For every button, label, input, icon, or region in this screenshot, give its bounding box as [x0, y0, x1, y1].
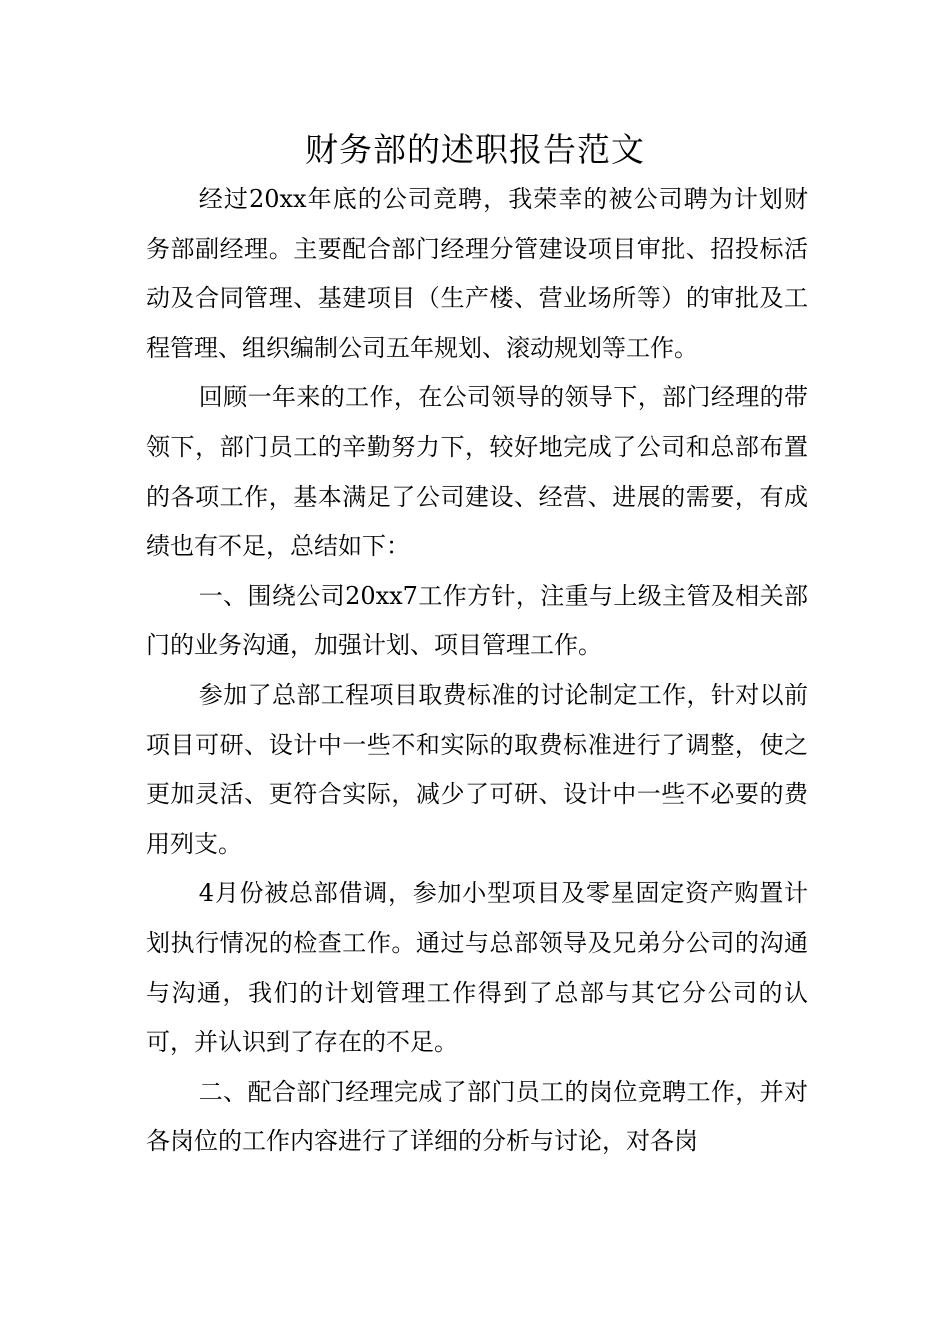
document-body	[146, 175, 808, 1167]
paragraph: 经过20xx年底的公司竞聘，我荣幸的被公司聘为计划财务部副经理。主要配合部门经理分管建设项目审批、招投标活动及合同管理、基建项目（生产楼、营业场所等）的审批及工程管理、组织编制公司五年规划、滚动规划等工作。	[146, 185, 808, 362]
paragraph: 二、配合部门经理完成了部门员工的岗位竞聘工作，并对各岗位的工作内容进行了详细的分析与讨论，对各岗	[146, 1077, 808, 1156]
paragraph: 回顾一年来的工作，在公司领导的领导下，部门经理的带领下，部门员工的辛勤努力下，较好地完成了公司和总部布置的各项工作，基本满足了公司建设、经营、进展的需要，有成绩也有不足，总结如下：	[146, 383, 808, 561]
paragraph: 参加了总部工程项目取费标准的讨论制定工作，针对以前项目可研、设计中一些不和实际的取费标准进行了调整，使之更加灵活、更符合实际，减少了可研、设计中一些不必要的费用列支。	[146, 680, 808, 858]
document-title: 财务部的述职报告范文	[305, 130, 645, 169]
paragraph: 一、围绕公司20xx7工作方针，注重与上级主管及相关部门的业务沟通，加强计划、项目管理工作。	[146, 581, 808, 660]
paragraph: 4月份被总部借调，参加小型项目及零星固定资产购置计划执行情况的检查工作。通过与总部领导及兄弟分公司的沟通与沟通，我们的计划管理工作得到了总部与其它分公司的认可，并认识到了存在的不足。	[146, 879, 808, 1057]
